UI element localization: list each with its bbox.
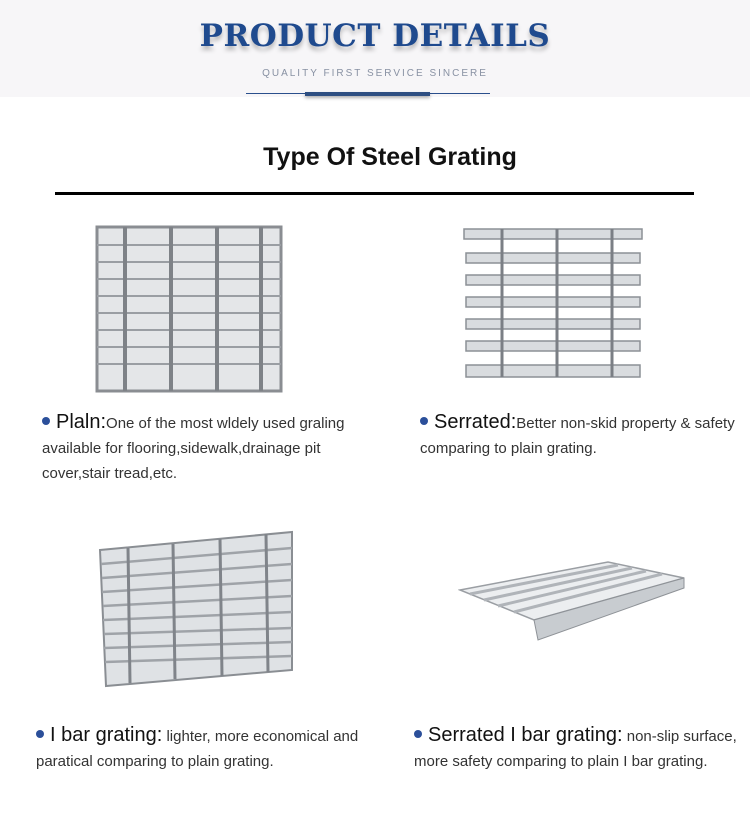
divider-accent — [305, 92, 430, 96]
caption-heading: Serrated I bar grating: — [428, 724, 623, 746]
bullet-icon — [420, 417, 428, 425]
header-banner — [0, 0, 750, 97]
caption-heading: I bar grating: — [50, 724, 163, 746]
plain-grating-image — [95, 225, 283, 393]
caption-text: Better non-skid property & safety comparing to plain grating. — [420, 415, 735, 457]
bullet-icon — [414, 730, 422, 738]
bullet-icon — [36, 730, 44, 738]
caption-serrated-i-bar — [414, 723, 744, 774]
serrated-grating-image — [462, 225, 644, 385]
i-bar-grating-image — [98, 530, 294, 688]
section-rule — [55, 192, 694, 195]
section-title: Type Of Steel Grating — [263, 143, 517, 171]
caption-text: non-slip surface, more safety comparing to plain I bar grating. — [414, 728, 737, 770]
caption-i-bar — [36, 723, 376, 774]
serrated-i-bar-grating-image — [458, 560, 688, 644]
caption-heading: Plaln: — [56, 411, 107, 433]
caption-text: One of the most wldely used graling available for flooring,sidewalk,drainage pit cover,stair tread,etc. — [42, 415, 345, 482]
banner-subtitle: QUALITY FIRST SERVICE SINCERE — [262, 68, 488, 79]
bullet-icon — [42, 417, 50, 425]
caption-serrated — [420, 410, 740, 461]
caption-plain — [42, 410, 392, 486]
caption-heading: Serrated: — [434, 411, 517, 433]
caption-text: lighter, more economical and paratical comparing to plain grating. — [36, 728, 359, 770]
banner-title: PRODUCT DETAILS — [199, 18, 551, 54]
